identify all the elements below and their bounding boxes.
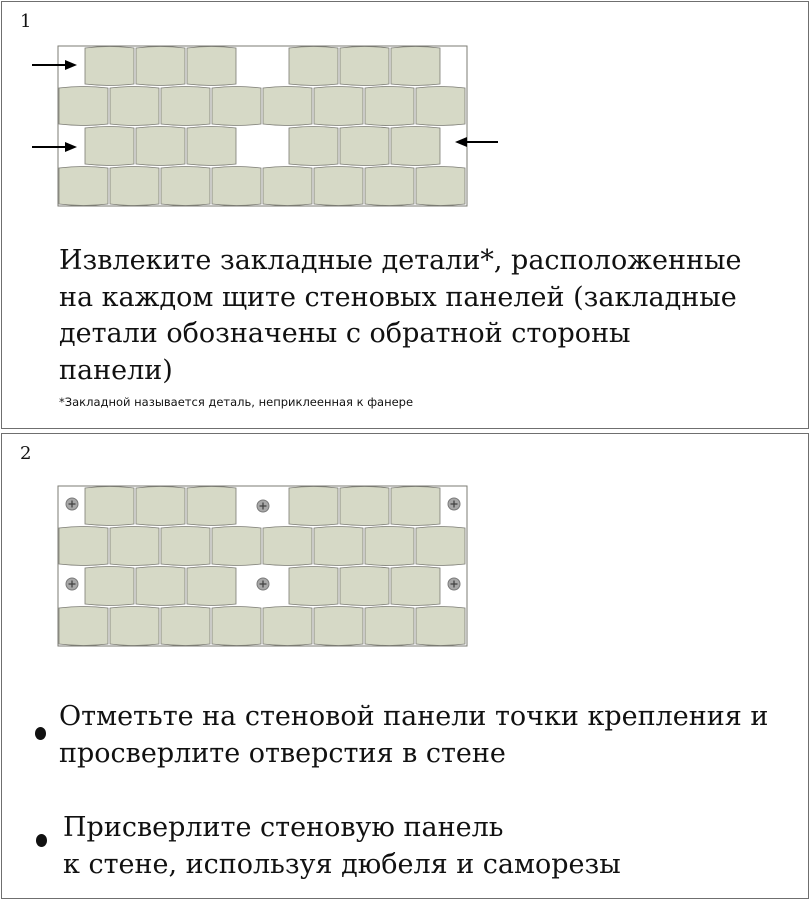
- instruction-line: панели): [59, 354, 173, 386]
- brick: [85, 127, 134, 166]
- brick: [59, 87, 108, 126]
- brick: [314, 527, 363, 566]
- bullet-text-2: [63, 809, 803, 883]
- instruction-line: детали обозначены с обратной стороны: [59, 318, 631, 349]
- brick: [161, 607, 210, 646]
- brick: [391, 127, 440, 166]
- brick: [59, 607, 108, 646]
- brick: [161, 527, 210, 566]
- bullet-text-1: [59, 698, 799, 772]
- brick: [59, 527, 108, 566]
- brick: [416, 87, 465, 126]
- brick: [263, 527, 312, 566]
- brick: [365, 87, 414, 126]
- brick: [161, 167, 210, 206]
- brick: [340, 487, 389, 526]
- step-1-instruction: [59, 243, 779, 389]
- brick: [391, 47, 440, 86]
- brick: [416, 607, 465, 646]
- step-1-number: 1: [20, 11, 32, 32]
- wall-panel-diagram-1: [2, 2, 810, 242]
- brick: [161, 87, 210, 126]
- brick: [136, 127, 185, 166]
- brick: [340, 47, 389, 86]
- brick: [289, 47, 338, 86]
- brick: [212, 527, 261, 566]
- brick: [391, 567, 440, 606]
- bullet-icon: [35, 727, 46, 740]
- bullet-line: просверлите отверстия в стене: [59, 738, 506, 769]
- brick: [365, 607, 414, 646]
- screw-icon: [448, 578, 460, 590]
- brick: [365, 527, 414, 566]
- instruction-line: Извлеките закладные детали*, расположенные: [59, 245, 742, 276]
- instruction-line: на каждом щите стеновых панелей (закладные: [59, 281, 737, 313]
- brick: [263, 87, 312, 126]
- brick: [365, 167, 414, 206]
- brick: [314, 87, 363, 126]
- screw-icon: [257, 500, 269, 512]
- brick: [136, 47, 185, 86]
- brick: [85, 487, 134, 526]
- brick: [110, 607, 159, 646]
- brick: [289, 487, 338, 526]
- brick: [212, 167, 261, 206]
- screw-icon: [448, 498, 460, 510]
- brick: [314, 607, 363, 646]
- brick: [110, 87, 159, 126]
- wall-panel-diagram-2: [2, 434, 810, 674]
- brick: [340, 127, 389, 166]
- brick: [85, 47, 134, 86]
- brick: [136, 567, 185, 606]
- screw-icon: [66, 578, 78, 590]
- brick: [416, 167, 465, 206]
- brick: [110, 527, 159, 566]
- brick: [263, 607, 312, 646]
- brick: [212, 607, 261, 646]
- step-2-number: 2: [20, 443, 32, 464]
- brick: [391, 487, 440, 526]
- brick: [289, 127, 338, 166]
- bullet-line: Присверлите стеновую панель: [63, 812, 504, 843]
- brick: [212, 87, 261, 126]
- brick: [314, 167, 363, 206]
- brick: [59, 167, 108, 206]
- brick: [187, 127, 236, 166]
- bullet-line: Отметьте на стеновой панели точки крепления и: [59, 701, 769, 732]
- brick: [110, 167, 159, 206]
- screw-icon: [66, 498, 78, 510]
- bullet-line: к стене, используя дюбеля и саморезы: [63, 849, 621, 880]
- brick: [187, 567, 236, 606]
- brick: [263, 167, 312, 206]
- brick: [85, 567, 134, 606]
- brick: [187, 487, 236, 526]
- screw-icon: [257, 578, 269, 590]
- brick: [187, 47, 236, 86]
- step-1-panel: [1, 1, 809, 429]
- brick: [340, 567, 389, 606]
- brick: [289, 567, 338, 606]
- brick: [416, 527, 465, 566]
- bullet-icon: [36, 834, 47, 847]
- footnote: *Закладной называется деталь, неприклеенная к фанере: [59, 395, 414, 409]
- step-2-panel: [1, 433, 809, 899]
- brick: [136, 487, 185, 526]
